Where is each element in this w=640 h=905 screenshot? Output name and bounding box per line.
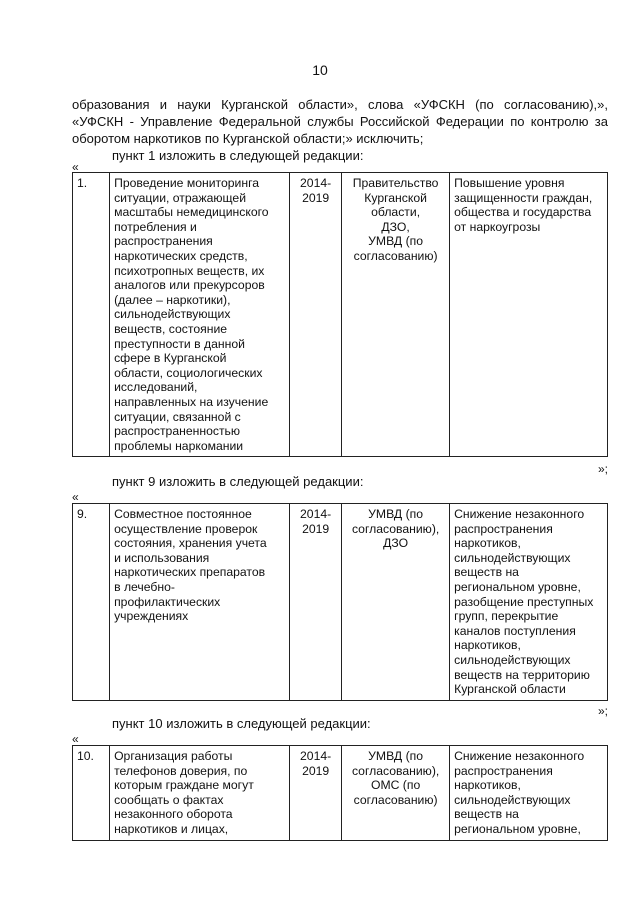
row-result: Снижение незаконного распространения наркотиков, сильнодействующих веществ на региональном уровне, разобщение преступных групп, перекрытие каналов поступления наркотиков, сильнодействующих веществ на территорию Курганской области	[450, 504, 608, 701]
row-executor: Правительство Курганской области, ДЗО, УМВД (по согласованию)	[342, 173, 450, 457]
row-result: Снижение незаконного распространения наркотиков, сильнодействующих веществ на региональном уровне,	[450, 746, 608, 841]
row-description: Проведение мониторинга ситуации, отражающей масштабы немедицинского потребления и распространения наркотических средств, психотропных веществ, их аналогов или прекурсоров (далее – наркотики), сильнодействующих веществ, состояние преступности в данной сфере в Курганской области, социологических исследований, направленных на изучение ситуации, связанной с распространенностью проблемы наркомании	[110, 173, 290, 457]
table-point-9	[72, 503, 608, 701]
open-quote-10: «	[72, 732, 79, 746]
row-result: Повышение уровня защищенности граждан, общества и государства от наркоугрозы	[450, 173, 608, 457]
row-description: Совместное постоянное осуществление проверок состояния, хранения учета и использования наркотических препаратов в лечебно- профилактических учреждениях	[110, 504, 290, 701]
table-row	[73, 746, 608, 841]
table-point-10	[72, 745, 608, 841]
page-number: 10	[312, 62, 328, 78]
row-years: 2014- 2019	[290, 504, 342, 701]
instruction-point-1: пункт 1 изложить в следующей редакции:	[112, 148, 364, 163]
table-point-1	[72, 172, 608, 457]
table-row	[73, 504, 608, 701]
intro-block	[72, 96, 608, 164]
row-years: 2014- 2019	[290, 746, 342, 841]
instruction-point-10: пункт 10 изложить в следующей редакции:	[112, 716, 371, 731]
row-years: 2014- 2019	[290, 173, 342, 457]
table-row	[73, 173, 608, 457]
open-quote-1: «	[72, 160, 79, 174]
close-quote-9: »;	[597, 704, 608, 718]
row-number: 9.	[73, 504, 110, 701]
row-number: 1.	[73, 173, 110, 457]
row-description: Организация работы телефонов доверия, по которым граждане могут сообщать о фактах незаконного оборота наркотиков и лицах,	[110, 746, 290, 841]
open-quote-9: «	[72, 490, 79, 504]
row-executor: УМВД (по согласованию), ОМС (по согласованию)	[342, 746, 450, 841]
close-quote-1: »;	[597, 462, 608, 476]
intro-paragraph: образования и науки Курганской области», слова «УФСКН (по согласованию),», «УФСКН - Управление Федеральной службы Российской Федерации по контролю за оборотом наркотиков по Курганской области;» исключить;	[72, 97, 608, 146]
row-number: 10.	[73, 746, 110, 841]
row-executor: УМВД (по согласованию), ДЗО	[342, 504, 450, 701]
instruction-point-9: пункт 9 изложить в следующей редакции:	[112, 474, 364, 489]
